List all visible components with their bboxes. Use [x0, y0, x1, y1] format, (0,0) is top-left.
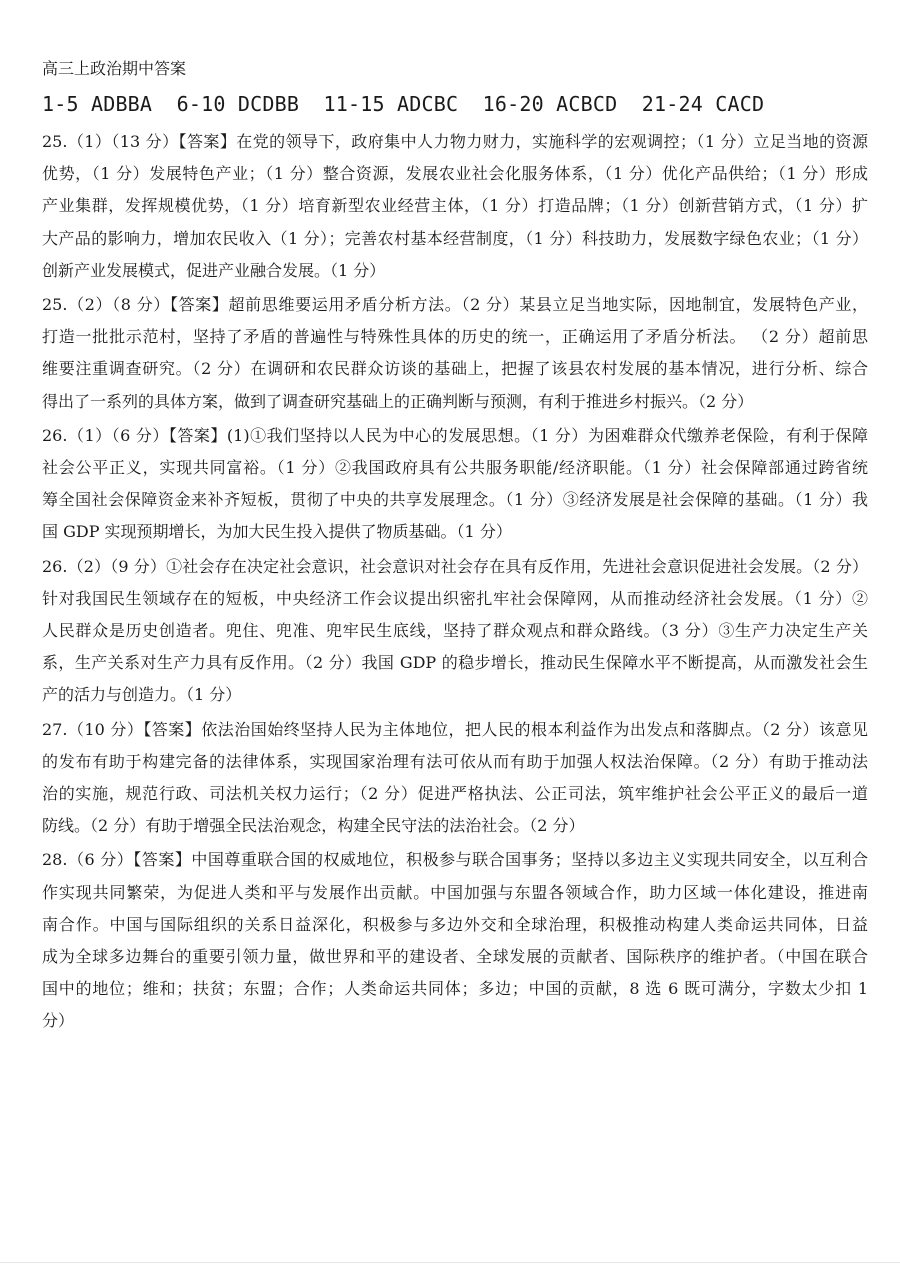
answer-line: 成为全球多边舞台的重要引领力量，做世界和平的建设者、全球发展的贡献者、国际秩序的维护者。（中国在联合 [42, 947, 868, 967]
answer-line: 打造一批批示范村，坚持了矛盾的普遍性与特殊性具体的历史的统一，正确运用了矛盾分析法。 （2 分）超前思 [42, 327, 868, 347]
answer-line: 分） [42, 1011, 75, 1031]
answers-list [42, 126, 868, 1038]
answer-line: 得出了一系列的具体方案，做到了调查研究基础上的正确判断与预测，有利于推进乡村振兴。（2 分） [42, 391, 754, 411]
answer-paragraph [42, 844, 868, 1037]
answer-line: 25.（2）（8 分）【答案】超前思维要运用矛盾分析方法。（2 分）某县立足当地实际，因地制宜，发展特色产业， [42, 295, 868, 315]
answer-line: 产业集群，发挥规模优势，（1 分）培育新型农业经营主体，（1 分）打造品牌；（1 分）创新营销方式，（1 分）扩 [42, 196, 868, 216]
answer-sheet [42, 58, 868, 1040]
bottom-rule [0, 1262, 900, 1263]
answer-paragraph [42, 420, 868, 549]
answer-line: 国 GDP 实现预期增长，为加大民生投入提供了物质基础。（1 分） [42, 522, 512, 542]
document-title: 高三上政治期中答案 [42, 59, 187, 78]
answer-line: 28.（6 分）【答案】中国尊重联合国的权威地位，积极参与联合国事务；坚持以多边主义实现共同安全，以互利合 [42, 850, 868, 870]
answer-line: 筹全国社会保障资金来补齐短板，贯彻了中央的共享发展理念。（1 分）③经济发展是社会保障的基础。（1 分）我 [42, 490, 868, 510]
answer-paragraph [42, 289, 868, 418]
answer-line: 26.（2）（9 分）①社会存在决定社会意识，社会意识对社会存在具有反作用，先进社会意识促进社会发展。（2 分） [42, 556, 868, 576]
answer-line: 针对我国民生领域存在的短板，中央经济工作会议提出织密扎牢社会保障网，从而推动经济社会发展。（1 分）② [42, 588, 868, 608]
multiple-choice-answers: 1-5 ADBBA 6-10 DCDBB 11-15 ADCBC 16-20 ACBCD 21-24 CACD [42, 92, 765, 116]
answer-line: 产的活力与创造力。（1 分） [42, 685, 242, 705]
answer-line: 国中的地位；维和；扶贫；东盟；合作；人类命运共同体；多边；中国的贡献，8 选 6 既可满分，字数太少扣 1 [42, 979, 868, 999]
answer-line: 的发布有助于构建完备的法律体系，实现国家治理有法可依从而有助于加强人权法治保障。（2 分）有助于推动法 [42, 751, 868, 771]
answer-line: 治的实施，规范行政、司法机关权力运行；（2 分）促进严格执法、公正司法，筑牢维护社会公平正义的最后一道 [42, 784, 868, 804]
answer-line: 系，生产关系对生产力具有反作用。（2 分）我国 GDP 的稳步增长，推动民生保障水平不断提高，从而激发社会生 [42, 653, 868, 673]
answer-line: 人民群众是历史创造者。兜住、兜准、兜牢民生底线，坚持了群众观点和群众路线。（3 分）③生产力决定生产关 [42, 621, 868, 641]
answer-paragraph [42, 126, 868, 287]
answer-paragraph [42, 714, 868, 843]
answer-line: 26.（1）（6 分）【答案】(1)①我们坚持以人民为中心的发展思想。（1 分）为困难群众代缴养老保险，有利于保障 [42, 425, 868, 445]
answer-line: 作实现共同繁荣，为促进人类和平与发展作出贡献。中国加强与东盟各领域合作，助力区域一体化建设，推进南 [42, 882, 868, 902]
answer-line: 南合作。中国与国际组织的关系日益深化，积极参与多边外交和全球治理，积极推动构建人类命运共同体，日益 [42, 914, 868, 934]
answer-line: 大产品的影响力，增加农民收入（1 分）；完善农村基本经营制度，（1 分）科技助力，发展数字绿色农业；（1 分） [42, 228, 868, 248]
answer-line: 27.（10 分）【答案】依法治国始终坚持人民为主体地位，把人民的根本利益作为出发点和落脚点。（2 分）该意见 [42, 719, 868, 739]
answer-line: 社会公平正义，实现共同富裕。（1 分）②我国政府具有公共服务职能/经济职能。（1 分）社会保障部通过跨省统 [42, 458, 868, 478]
answer-line: 防线。（2 分）有助于增强全民法治观念，构建全民守法的法治社会。（2 分） [42, 816, 585, 836]
answer-line: 创新产业发展模式，促进产业融合发展。（1 分） [42, 260, 386, 280]
answer-paragraph [42, 551, 868, 712]
answer-line: 优势，（1 分）发展特色产业；（1 分）整合资源，发展农业社会化服务体系，（1 分）优化产品供给；（1 分）形成 [42, 164, 868, 184]
answer-line: 维要注重调查研究。（2 分）在调研和农民群众访谈的基础上，把握了该县农村发展的基本情况，进行分析、综合 [42, 359, 868, 379]
answer-line: 25.（1）（13 分）【答案】在党的领导下，政府集中人力物力财力，实施科学的宏观调控；（1 分）立足当地的资源 [42, 132, 868, 151]
